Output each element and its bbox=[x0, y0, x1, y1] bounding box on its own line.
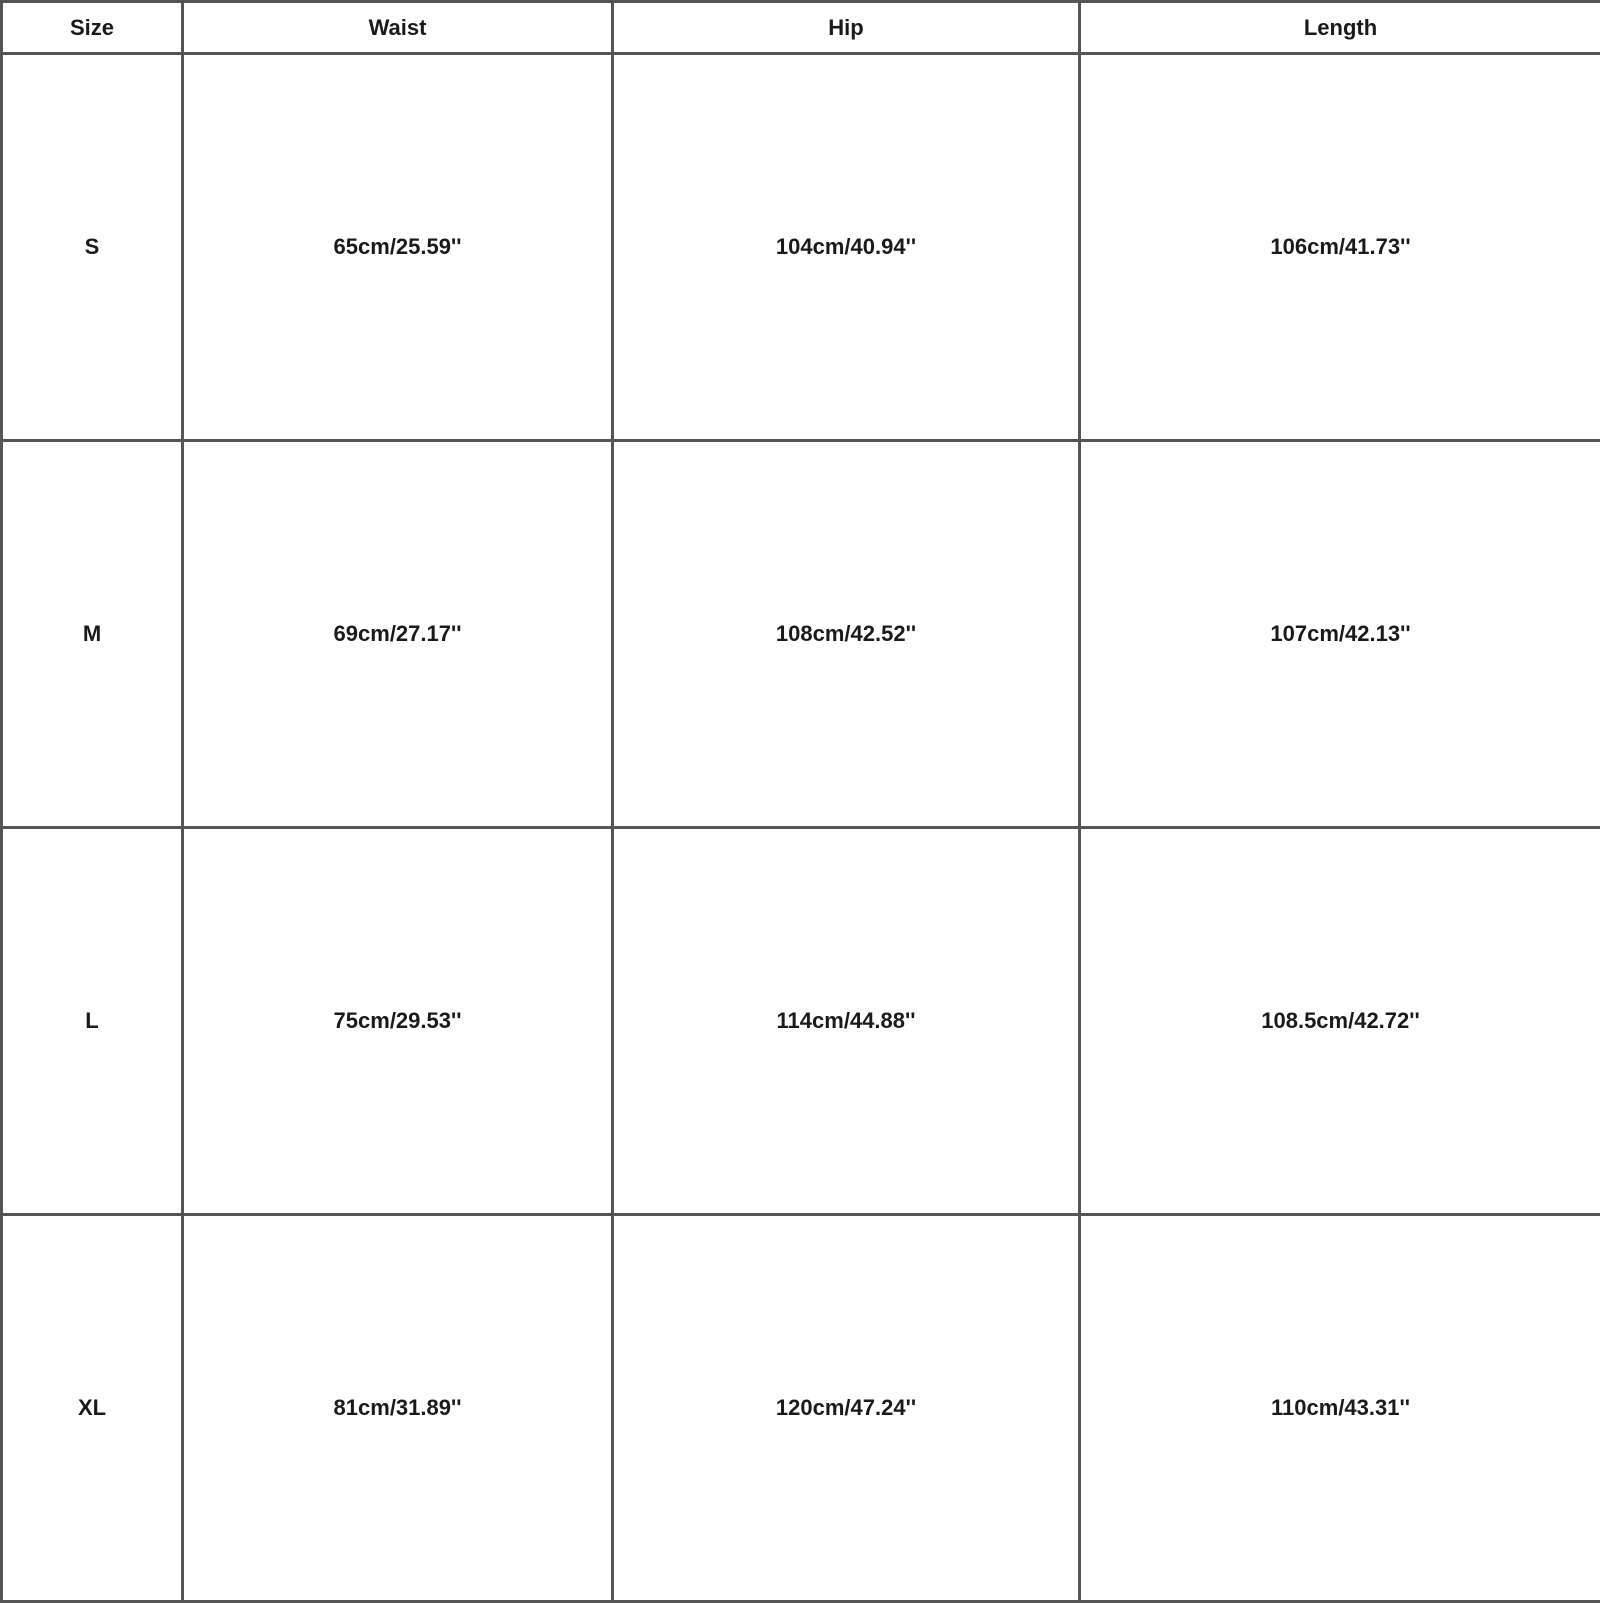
cell-length: 110cm/43.31'' bbox=[1080, 1215, 1600, 1602]
header-hip: Hip bbox=[613, 2, 1080, 54]
cell-hip: 120cm/47.24'' bbox=[613, 1215, 1080, 1602]
cell-hip: 104cm/40.94'' bbox=[613, 54, 1080, 441]
cell-length: 107cm/42.13'' bbox=[1080, 441, 1600, 828]
table-row bbox=[2, 828, 1600, 1215]
cell-waist: 75cm/29.53'' bbox=[183, 828, 613, 1215]
cell-waist: 65cm/25.59'' bbox=[183, 54, 613, 441]
cell-waist: 69cm/27.17'' bbox=[183, 441, 613, 828]
cell-size: M bbox=[2, 441, 183, 828]
cell-size: S bbox=[2, 54, 183, 441]
cell-waist: 81cm/31.89'' bbox=[183, 1215, 613, 1602]
cell-length: 106cm/41.73'' bbox=[1080, 54, 1600, 441]
header-waist: Waist bbox=[183, 2, 613, 54]
cell-size: XL bbox=[2, 1215, 183, 1602]
table-row bbox=[2, 1215, 1600, 1602]
cell-hip: 114cm/44.88'' bbox=[613, 828, 1080, 1215]
header-length: Length bbox=[1080, 2, 1600, 54]
cell-size: L bbox=[2, 828, 183, 1215]
table-row bbox=[2, 441, 1600, 828]
cell-hip: 108cm/42.52'' bbox=[613, 441, 1080, 828]
header-size: Size bbox=[2, 2, 183, 54]
cell-length: 108.5cm/42.72'' bbox=[1080, 828, 1600, 1215]
table-header-row bbox=[2, 2, 1600, 54]
table-row bbox=[2, 54, 1600, 441]
